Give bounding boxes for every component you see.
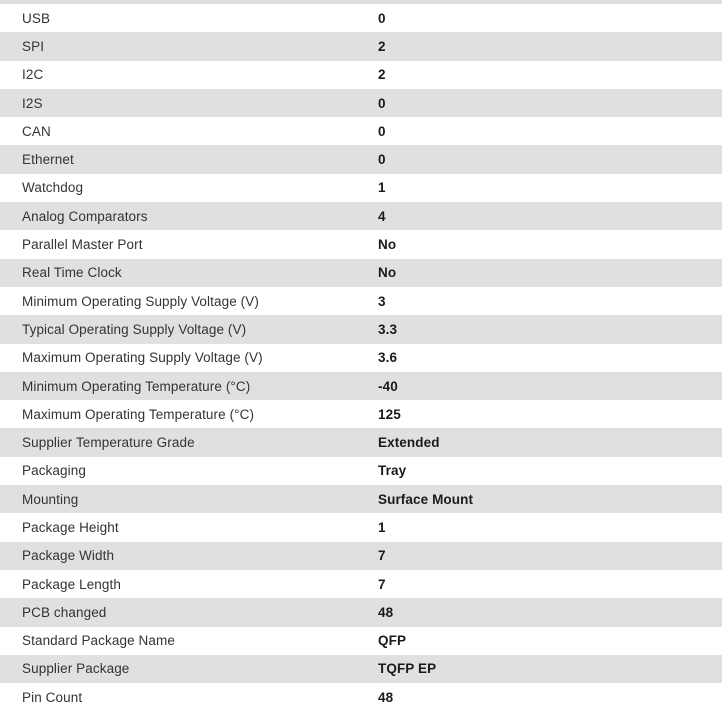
attribute-value: 0 — [378, 10, 386, 26]
attribute-value: Surface Mount — [378, 491, 474, 507]
attribute-value: 4 — [378, 208, 386, 224]
attribute-label: I2S — [22, 95, 43, 111]
table-row — [0, 315, 722, 343]
attribute-label: Watchdog — [22, 180, 84, 196]
attribute-value: QFP — [378, 633, 407, 649]
attribute-value: No — [378, 237, 397, 253]
table-row — [0, 174, 722, 202]
attribute-value: -40 — [378, 378, 398, 394]
attribute-value: 125 — [378, 406, 401, 422]
table-row — [0, 32, 722, 60]
attribute-value: 3 — [378, 293, 386, 309]
table-row — [0, 344, 722, 372]
table-row — [0, 202, 722, 230]
attribute-value: TQFP EP — [378, 661, 437, 677]
table-row — [0, 372, 722, 400]
attribute-label: PCB changed — [22, 604, 107, 620]
table-row — [0, 655, 722, 683]
attribute-value: 7 — [378, 548, 386, 564]
attribute-label: CAN — [22, 123, 51, 139]
attribute-label: Parallel Master Port — [22, 237, 143, 253]
attribute-label: Analog Comparators — [22, 208, 148, 224]
attribute-value: 1 — [378, 180, 386, 196]
attribute-label: Maximum Operating Temperature (°C) — [22, 406, 255, 422]
attribute-value: 1 — [378, 519, 386, 535]
attribute-label: Pin Count — [22, 689, 83, 705]
attribute-value: 0 — [378, 123, 386, 139]
table-row — [0, 598, 722, 626]
attribute-label: Standard Package Name — [22, 633, 175, 649]
attribute-value: No — [378, 265, 397, 281]
attribute-value: 2 — [378, 38, 386, 54]
attribute-label: Package Width — [22, 548, 115, 564]
spec-rows-container — [0, 4, 722, 709]
attribute-label: Maximum Operating Supply Voltage (V) — [22, 350, 263, 366]
table-row — [0, 287, 722, 315]
attribute-label: USB — [22, 10, 51, 26]
table-row — [0, 145, 722, 173]
table-row — [0, 4, 722, 32]
table-row — [0, 513, 722, 541]
attribute-label: Mounting — [22, 491, 79, 507]
attribute-label: Supplier Package — [22, 661, 130, 677]
table-row — [0, 117, 722, 145]
table-row — [0, 259, 722, 287]
attribute-value: 3.3 — [378, 321, 398, 337]
table-row — [0, 230, 722, 258]
attribute-value: 0 — [378, 152, 386, 168]
attribute-label: I2C — [22, 67, 44, 83]
table-row — [0, 400, 722, 428]
table-row — [0, 627, 722, 655]
table-row — [0, 457, 722, 485]
table-row — [0, 89, 722, 117]
attribute-label: Minimum Operating Temperature (°C) — [22, 378, 251, 394]
attribute-label: Package Length — [22, 576, 121, 592]
table-row — [0, 485, 722, 513]
attribute-label: Real Time Clock — [22, 265, 122, 281]
attribute-value: Tray — [378, 463, 407, 479]
table-row — [0, 61, 722, 89]
attribute-value: 2 — [378, 67, 386, 83]
attribute-value: 3.6 — [378, 350, 398, 366]
attribute-label: Packaging — [22, 463, 86, 479]
attribute-label: Supplier Temperature Grade — [22, 435, 195, 451]
table-row — [0, 542, 722, 570]
attribute-value: 48 — [378, 689, 394, 705]
table-row — [0, 570, 722, 598]
table-row — [0, 683, 722, 709]
attribute-label: Ethernet — [22, 152, 74, 168]
attribute-value: 7 — [378, 576, 386, 592]
attribute-label: Typical Operating Supply Voltage (V) — [22, 321, 247, 337]
attribute-label: SPI — [22, 38, 45, 54]
attribute-value: 48 — [378, 604, 394, 620]
attribute-value: Extended — [378, 435, 440, 451]
attribute-value: 0 — [378, 95, 386, 111]
attribute-label: Package Height — [22, 519, 119, 535]
table-row — [0, 428, 722, 456]
attribute-label: Minimum Operating Supply Voltage (V) — [22, 293, 259, 309]
